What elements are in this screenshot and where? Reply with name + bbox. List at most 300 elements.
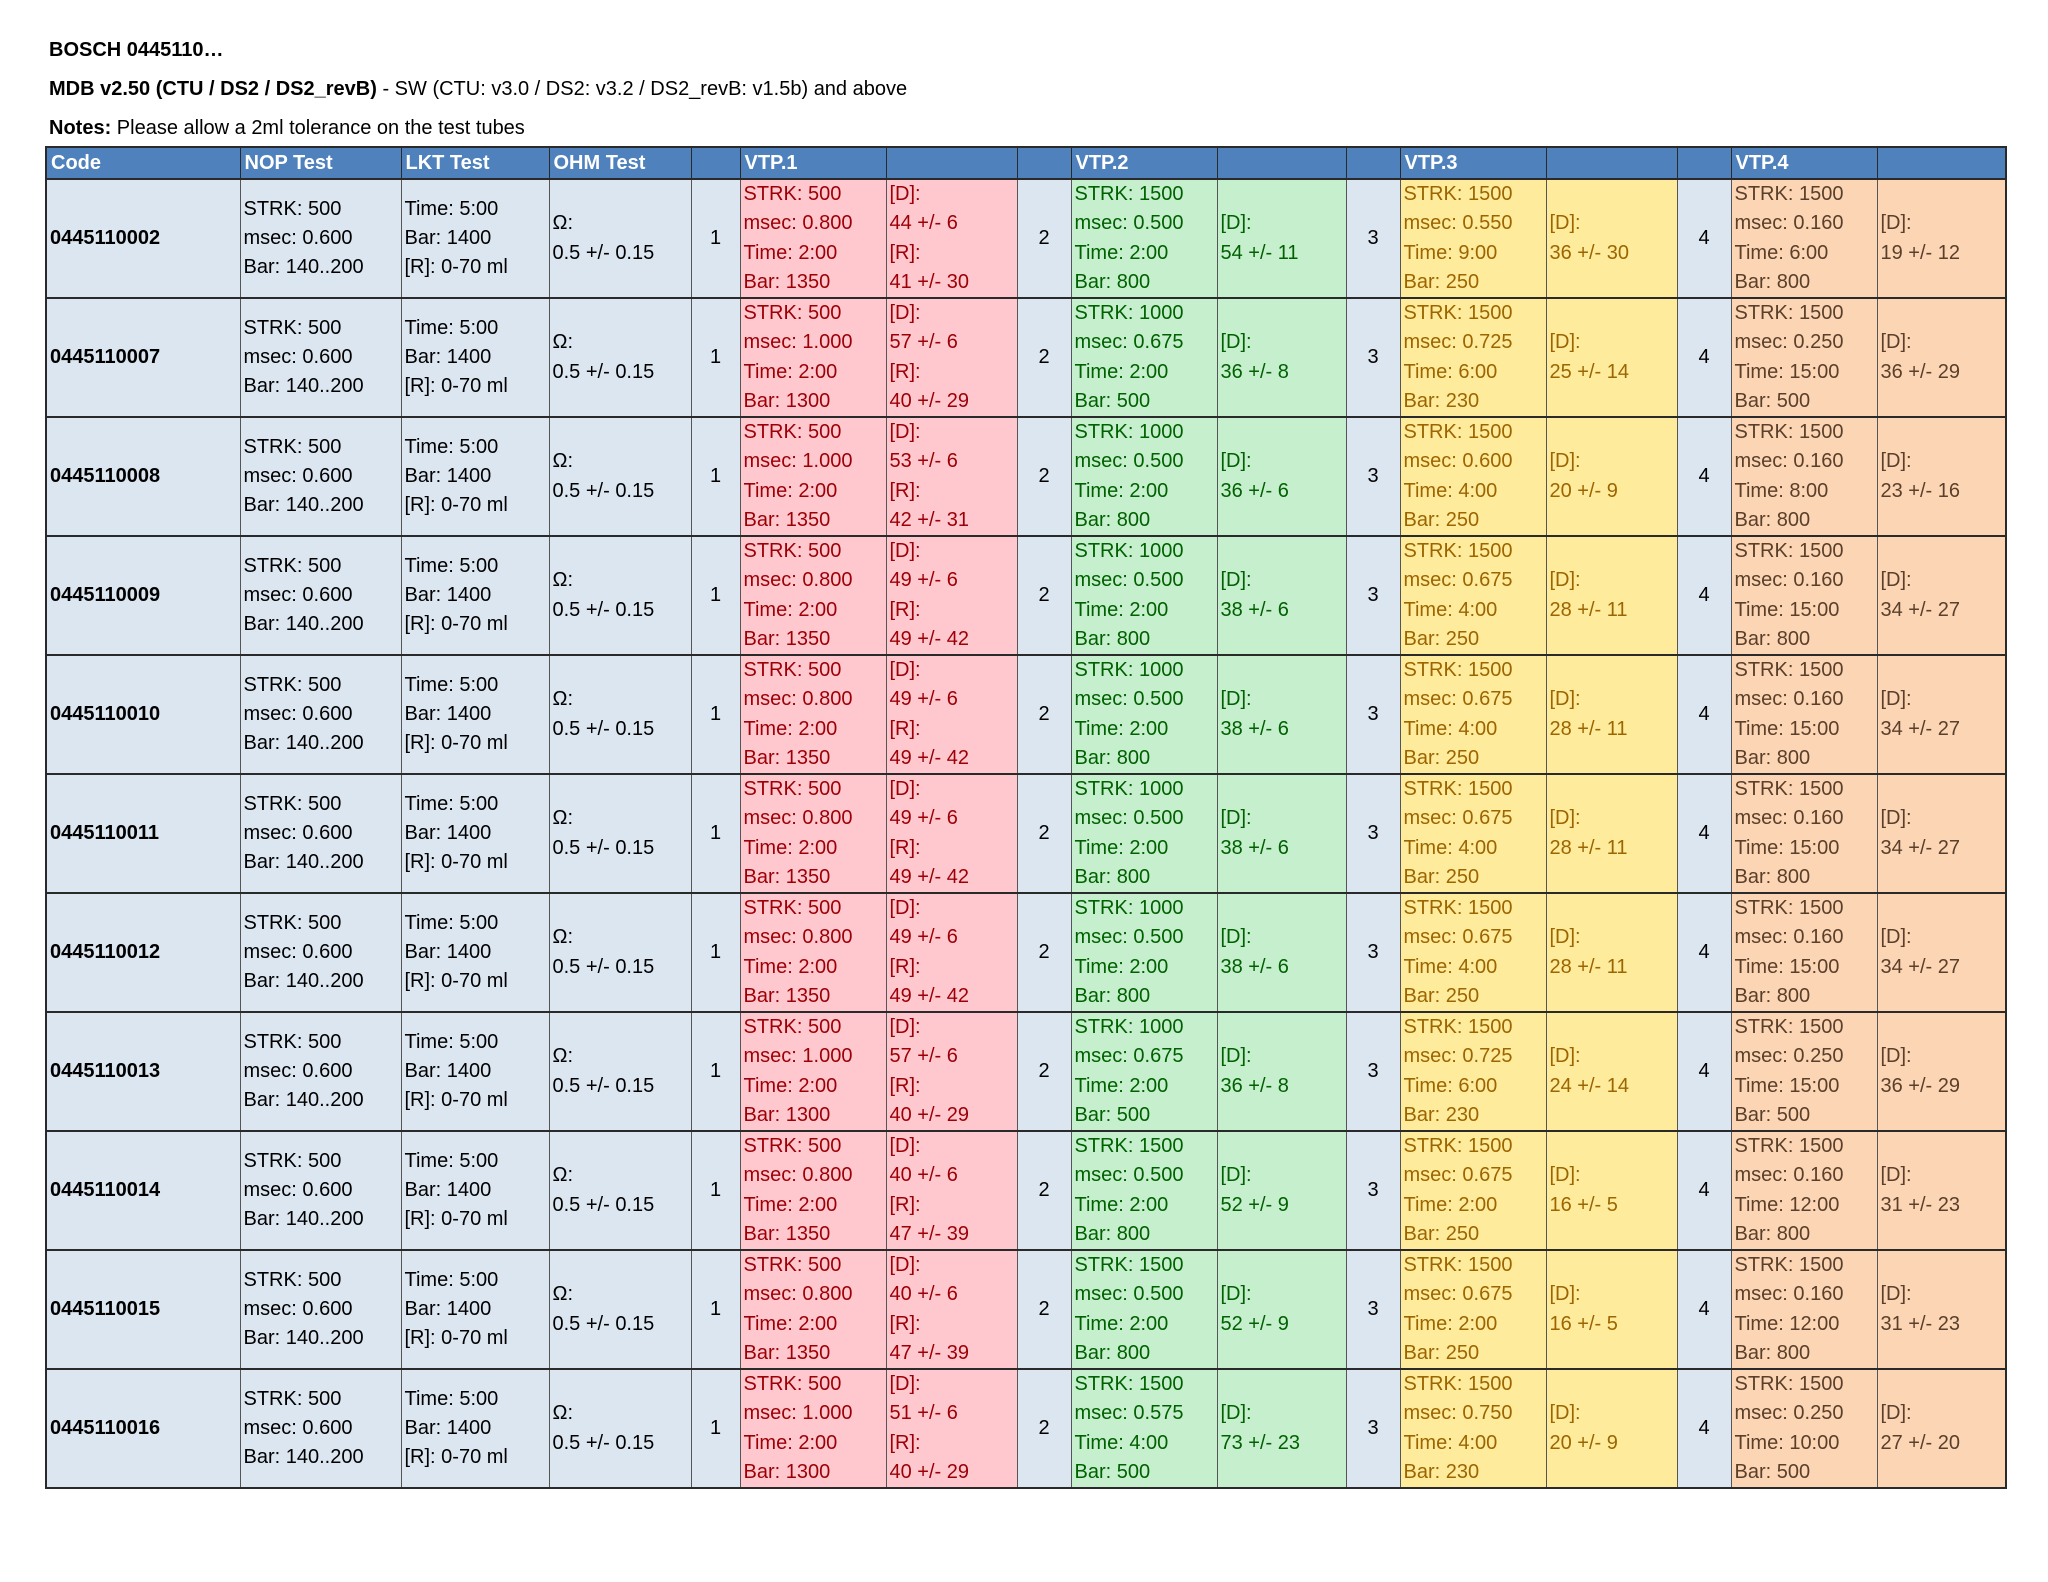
vtp1-results-line: 49 +/- 42: [889, 984, 970, 1007]
vtp4-settings: [1731, 1131, 1877, 1250]
vtp2-results-line: [D]:: [1220, 926, 1252, 949]
nop-cell-line: Bar: 140..200: [243, 375, 364, 398]
vtp3-settings-line: STRK: 1500: [1403, 302, 1513, 324]
version-bold: MDB v2.50 (CTU / DS2 / DS2_revB): [49, 78, 377, 100]
vtp2-settings-line: Time: 2:00: [1074, 479, 1169, 502]
vtp1-settings: [740, 893, 886, 1012]
vtp1-results-line: 47 +/- 39: [889, 1341, 970, 1364]
vtp3-settings-line: Time: 4:00: [1403, 836, 1498, 859]
vtp3-results-line: 28 +/- 11: [1549, 717, 1628, 740]
nop-cell-line: Bar: 140..200: [243, 1446, 364, 1469]
ohm-cell-line: 0.5 +/- 0.15: [552, 241, 655, 264]
vtp4-settings-line: Time: 12:00: [1734, 1193, 1840, 1216]
vtp4-settings-line: Time: 12:00: [1734, 1312, 1840, 1335]
vtp2-results-line: [D]:: [1220, 1402, 1252, 1425]
ohm-cell-line: 0.5 +/- 0.15: [552, 717, 655, 740]
table-row: [46, 1250, 2006, 1369]
vtp2-results-line: 73 +/- 23: [1220, 1431, 1301, 1454]
vtp3-settings-line: Bar: 250: [1403, 1222, 1480, 1245]
vtp4-results: [1877, 1369, 2006, 1488]
vtp3-settings-line: msec: 0.675: [1403, 807, 1513, 830]
vtp2-settings-line: STRK: 1000: [1074, 778, 1184, 800]
vtp2-settings: [1071, 774, 1217, 893]
vtp3-number: 3: [1346, 1131, 1400, 1250]
vtp3-results: [1546, 1250, 1677, 1369]
vtp4-settings-line: msec: 0.250: [1734, 331, 1844, 354]
vtp1-results-line: 49 +/- 6: [889, 926, 958, 949]
vtp1-settings-line: msec: 1.000: [743, 450, 853, 473]
vtp1-results: [886, 893, 1017, 1012]
vtp4-settings-line: msec: 0.160: [1734, 807, 1844, 830]
version-rest: - SW (CTU: v3.0 / DS2: v3.2 / DS2_revB: v1.5b) and above: [376, 78, 908, 100]
vtp1-results: [886, 417, 1017, 536]
vtp2-settings-line: Bar: 800: [1074, 1341, 1151, 1364]
vtp4-results-line: 34 +/- 27: [1880, 836, 1961, 859]
vtp1-number: 1: [691, 1250, 740, 1369]
vtp4-settings-line: msec: 0.160: [1734, 688, 1844, 711]
lkt-cell: [401, 1012, 549, 1131]
vtp3-settings-line: STRK: 1500: [1403, 1016, 1513, 1038]
vtp3-settings: [1400, 1131, 1546, 1250]
vtp1-settings: [740, 1369, 886, 1488]
nop-cell-line: STRK: 500: [243, 673, 342, 696]
vtp1-settings: [740, 774, 886, 893]
lkt-cell: [401, 774, 549, 893]
vtp4-results: [1877, 298, 2006, 417]
vtp3-settings-line: Time: 6:00: [1403, 1074, 1498, 1097]
vtp4-settings-line: Bar: 800: [1734, 508, 1811, 531]
lkt-cell: [401, 536, 549, 655]
vtp2-results-line: [D]:: [1220, 569, 1252, 592]
vtp2-settings-line: msec: 0.500: [1074, 1283, 1184, 1306]
vtp4-results: [1877, 774, 2006, 893]
vtp2-results-line: [D]:: [1220, 1164, 1252, 1187]
nop-cell-line: STRK: 500: [243, 197, 342, 220]
vtp3-results-line: 36 +/- 30: [1549, 241, 1630, 264]
vtp4-settings-line: msec: 0.250: [1734, 1402, 1844, 1425]
vtp4-number: 4: [1677, 1131, 1731, 1250]
code-cell: 0445110013: [46, 1012, 240, 1131]
vtp4-settings: [1731, 893, 1877, 1012]
vtp2-results: [1217, 417, 1346, 536]
vtp4-settings-line: STRK: 1500: [1734, 1135, 1844, 1157]
table-row: [46, 179, 2006, 298]
nop-cell-line: Bar: 140..200: [243, 851, 364, 874]
vtp2-settings-line: STRK: 1500: [1074, 183, 1184, 205]
vtp4-settings: [1731, 655, 1877, 774]
vtp4-settings: [1731, 1369, 1877, 1488]
vtp1-results-line: 53 +/- 6: [889, 450, 958, 473]
vtp3-settings-line: STRK: 1500: [1403, 1135, 1513, 1157]
nop-cell-line: msec: 0.600: [243, 583, 353, 606]
vtp3-settings: [1400, 298, 1546, 417]
vtp3-settings-line: msec: 0.675: [1403, 926, 1513, 949]
vtp4-results-line: 27 +/- 20: [1880, 1431, 1961, 1454]
vtp2-number: 2: [1017, 298, 1071, 417]
vtp1-settings: [740, 655, 886, 774]
vtp1-settings-line: STRK: 500: [743, 1016, 842, 1038]
ohm-cell: [549, 536, 691, 655]
vtp1-results-line: [D]:: [889, 1135, 921, 1157]
vtp4-settings-line: STRK: 1500: [1734, 302, 1844, 324]
lkt-cell-line: Bar: 1400: [404, 226, 492, 249]
column-header: LKT Test: [401, 147, 549, 179]
notes-line: [49, 116, 525, 140]
vtp4-number: 4: [1677, 179, 1731, 298]
lkt-cell-line: Bar: 1400: [404, 345, 492, 368]
table-row: [46, 655, 2006, 774]
vtp2-settings-line: STRK: 1000: [1074, 897, 1184, 919]
vtp4-results-line: [D]:: [1880, 1045, 1912, 1068]
vtp1-number: 1: [691, 417, 740, 536]
vtp3-settings: [1400, 655, 1546, 774]
vtp4-number: 4: [1677, 1369, 1731, 1488]
vtp1-results-line: [D]:: [889, 421, 921, 443]
vtp1-results-line: [D]:: [889, 540, 921, 562]
vtp4-results-line: 36 +/- 29: [1880, 1074, 1961, 1097]
vtp3-results-line: 20 +/- 9: [1549, 1431, 1618, 1454]
vtp4-results-line: 34 +/- 27: [1880, 955, 1961, 978]
vtp2-settings-line: STRK: 1000: [1074, 1016, 1184, 1038]
test-plan-table: [45, 146, 2007, 1489]
vtp1-settings-line: STRK: 500: [743, 302, 842, 324]
vtp1-settings: [740, 1012, 886, 1131]
vtp1-results-line: [R]:: [889, 598, 921, 621]
vtp4-results: [1877, 1012, 2006, 1131]
vtp3-settings: [1400, 1250, 1546, 1369]
vtp1-results-line: 40 +/- 29: [889, 1460, 970, 1483]
vtp1-number: 1: [691, 536, 740, 655]
vtp3-settings-line: msec: 0.675: [1403, 688, 1513, 711]
vtp1-settings-line: msec: 0.800: [743, 1283, 853, 1306]
vtp2-settings-line: STRK: 1500: [1074, 1254, 1184, 1276]
nop-cell-line: msec: 0.600: [243, 1297, 353, 1320]
ohm-cell-line: 0.5 +/- 0.15: [552, 1074, 655, 1097]
vtp1-settings-line: STRK: 500: [743, 1135, 842, 1157]
nop-cell: [240, 1012, 401, 1131]
vtp1-number: 1: [691, 774, 740, 893]
code-cell: 0445110009: [46, 536, 240, 655]
vtp4-number: 4: [1677, 1012, 1731, 1131]
vtp1-settings-line: STRK: 500: [743, 421, 842, 443]
vtp2-results: [1217, 1250, 1346, 1369]
notes-label: Notes:: [49, 117, 112, 139]
vtp3-results-line: [D]:: [1549, 1045, 1581, 1068]
vtp1-settings-line: Bar: 1350: [743, 984, 831, 1007]
column-header: VTP.1: [740, 147, 886, 179]
vtp1-settings-line: msec: 1.000: [743, 1402, 853, 1425]
vtp3-settings-line: Time: 4:00: [1403, 955, 1498, 978]
vtp4-settings-line: Bar: 800: [1734, 1341, 1811, 1364]
vtp3-number: 3: [1346, 1369, 1400, 1488]
vtp2-settings: [1071, 1250, 1217, 1369]
vtp3-number: 3: [1346, 1250, 1400, 1369]
vtp1-number: 1: [691, 893, 740, 1012]
ohm-cell-line: Ω:: [552, 1045, 574, 1068]
vtp4-number: 4: [1677, 893, 1731, 1012]
lkt-cell-line: [R]: 0-70 ml: [404, 1089, 508, 1112]
nop-cell-line: msec: 0.600: [243, 702, 353, 725]
vtp3-settings-line: STRK: 1500: [1403, 1373, 1513, 1395]
vtp4-settings-line: Time: 15:00: [1734, 598, 1840, 621]
lkt-cell-line: [R]: 0-70 ml: [404, 1327, 508, 1350]
vtp4-results: [1877, 1250, 2006, 1369]
vtp1-results-line: [R]:: [889, 1193, 921, 1216]
table-row: [46, 893, 2006, 1012]
vtp4-number: 4: [1677, 1250, 1731, 1369]
vtp1-settings-line: msec: 0.800: [743, 807, 853, 830]
vtp3-results-line: [D]:: [1549, 807, 1581, 830]
nop-cell-line: msec: 0.600: [243, 821, 353, 844]
vtp4-settings-line: Time: 6:00: [1734, 241, 1829, 264]
nop-cell-line: Bar: 140..200: [243, 1208, 364, 1231]
vtp1-results-line: 42 +/- 31: [889, 508, 970, 531]
nop-cell: [240, 1131, 401, 1250]
vtp2-results: [1217, 1131, 1346, 1250]
vtp2-results: [1217, 774, 1346, 893]
vtp3-number: 3: [1346, 893, 1400, 1012]
lkt-cell-line: Bar: 1400: [404, 464, 492, 487]
ohm-cell-line: Ω:: [552, 1164, 574, 1187]
vtp3-results-line: [D]:: [1549, 212, 1581, 235]
vtp4-settings: [1731, 298, 1877, 417]
lkt-cell-line: Bar: 1400: [404, 1297, 492, 1320]
vtp4-settings-line: Bar: 800: [1734, 1222, 1811, 1245]
nop-cell: [240, 1369, 401, 1488]
vtp1-settings-line: STRK: 500: [743, 1373, 842, 1395]
nop-cell-line: msec: 0.600: [243, 464, 353, 487]
code-cell: 0445110002: [46, 179, 240, 298]
vtp4-results-line: 23 +/- 16: [1880, 479, 1961, 502]
vtp2-settings: [1071, 298, 1217, 417]
vtp2-number: 2: [1017, 179, 1071, 298]
vtp1-results-line: 51 +/- 6: [889, 1402, 958, 1425]
ohm-cell: [549, 893, 691, 1012]
table-row: [46, 298, 2006, 417]
vtp4-results-line: 31 +/- 23: [1880, 1193, 1961, 1216]
vtp3-settings-line: msec: 0.600: [1403, 450, 1513, 473]
vtp1-settings-line: Time: 2:00: [743, 598, 838, 621]
vtp1-settings-line: Bar: 1350: [743, 270, 831, 293]
vtp2-settings-line: STRK: 1500: [1074, 1373, 1184, 1395]
vtp2-settings-line: Bar: 500: [1074, 1103, 1151, 1126]
ohm-cell: [549, 1369, 691, 1488]
vtp4-results-line: [D]:: [1880, 688, 1912, 711]
vtp1-settings-line: msec: 1.000: [743, 1045, 853, 1068]
ohm-cell-line: Ω:: [552, 212, 574, 235]
vtp2-number: 2: [1017, 417, 1071, 536]
lkt-cell-line: Time: 5:00: [404, 197, 499, 220]
vtp3-settings-line: Time: 6:00: [1403, 360, 1498, 383]
ohm-cell-line: Ω:: [552, 807, 574, 830]
vtp3-settings-line: msec: 0.725: [1403, 331, 1513, 354]
vtp2-settings-line: msec: 0.575: [1074, 1402, 1184, 1425]
vtp2-number: 2: [1017, 774, 1071, 893]
vtp3-settings-line: STRK: 1500: [1403, 778, 1513, 800]
vtp1-results-line: [R]:: [889, 360, 921, 383]
vtp1-settings-line: msec: 1.000: [743, 331, 853, 354]
vtp1-settings-line: msec: 0.800: [743, 212, 853, 235]
vtp3-results-line: 16 +/- 5: [1549, 1193, 1618, 1216]
vtp2-number: 2: [1017, 1250, 1071, 1369]
table-row: [46, 536, 2006, 655]
vtp1-results-line: 40 +/- 6: [889, 1164, 958, 1187]
vtp4-settings-line: msec: 0.160: [1734, 1164, 1844, 1187]
vtp2-results-line: 38 +/- 6: [1220, 598, 1289, 621]
vtp2-results-line: 52 +/- 9: [1220, 1193, 1289, 1216]
vtp1-results-line: [D]:: [889, 897, 921, 919]
vtp1-results-line: 47 +/- 39: [889, 1222, 970, 1245]
vtp2-settings: [1071, 536, 1217, 655]
code-cell: 0445110010: [46, 655, 240, 774]
vtp1-settings-line: Bar: 1350: [743, 627, 831, 650]
column-header: VTP.2: [1071, 147, 1217, 179]
nop-cell-line: msec: 0.600: [243, 226, 353, 249]
vtp1-results-line: 49 +/- 6: [889, 688, 958, 711]
vtp2-results-line: 38 +/- 6: [1220, 955, 1289, 978]
vtp1-settings-line: Time: 2:00: [743, 360, 838, 383]
vtp4-settings-line: Bar: 500: [1734, 1103, 1811, 1126]
vtp3-settings-line: STRK: 1500: [1403, 183, 1513, 205]
nop-cell-line: STRK: 500: [243, 316, 342, 339]
vtp1-number: 1: [691, 298, 740, 417]
nop-cell-line: STRK: 500: [243, 1149, 342, 1172]
vtp2-settings-line: STRK: 1000: [1074, 540, 1184, 562]
vtp2-settings-line: Time: 2:00: [1074, 598, 1169, 621]
vtp4-settings-line: Bar: 800: [1734, 984, 1811, 1007]
lkt-cell-line: Time: 5:00: [404, 792, 499, 815]
vtp3-settings-line: Bar: 250: [1403, 627, 1480, 650]
vtp1-number: 1: [691, 1012, 740, 1131]
lkt-cell: [401, 893, 549, 1012]
vtp3-results: [1546, 655, 1677, 774]
vtp4-settings-line: msec: 0.160: [1734, 569, 1844, 592]
vtp3-settings-line: Time: 4:00: [1403, 479, 1498, 502]
code-cell: 0445110007: [46, 298, 240, 417]
vtp4-settings: [1731, 1012, 1877, 1131]
vtp3-settings-line: STRK: 1500: [1403, 540, 1513, 562]
vtp2-results-line: [D]:: [1220, 450, 1252, 473]
vtp2-results-line: 38 +/- 6: [1220, 717, 1289, 740]
vtp1-results-line: [D]:: [889, 302, 921, 324]
vtp2-number: 2: [1017, 1131, 1071, 1250]
ohm-cell-line: 0.5 +/- 0.15: [552, 360, 655, 383]
code-cell: 0445110008: [46, 417, 240, 536]
vtp2-settings: [1071, 417, 1217, 536]
lkt-cell-line: Bar: 1400: [404, 821, 492, 844]
column-header: VTP.3: [1400, 147, 1546, 179]
lkt-cell-line: Time: 5:00: [404, 1030, 499, 1053]
vtp3-results: [1546, 536, 1677, 655]
vtp3-results-line: [D]:: [1549, 569, 1581, 592]
vtp4-settings-line: msec: 0.160: [1734, 212, 1844, 235]
vtp1-results-line: [R]:: [889, 1312, 921, 1335]
vtp2-results-line: 36 +/- 8: [1220, 1074, 1289, 1097]
vtp3-results-line: [D]:: [1549, 450, 1581, 473]
vtp1-settings-line: STRK: 500: [743, 778, 842, 800]
code-cell: 0445110012: [46, 893, 240, 1012]
vtp1-settings-line: Bar: 1350: [743, 1222, 831, 1245]
ohm-cell: [549, 1012, 691, 1131]
vtp3-results: [1546, 1131, 1677, 1250]
vtp2-settings-line: Bar: 500: [1074, 1460, 1151, 1483]
vtp3-settings: [1400, 179, 1546, 298]
vtp2-number: 2: [1017, 1369, 1071, 1488]
vtp3-settings: [1400, 893, 1546, 1012]
vtp4-results: [1877, 655, 2006, 774]
vtp2-settings: [1071, 1369, 1217, 1488]
vtp2-number: 2: [1017, 655, 1071, 774]
vtp1-settings-line: msec: 0.800: [743, 1164, 853, 1187]
nop-cell-line: Bar: 140..200: [243, 256, 364, 279]
nop-cell: [240, 536, 401, 655]
vtp1-results: [886, 1012, 1017, 1131]
ohm-cell-line: Ω:: [552, 1283, 574, 1306]
vtp1-number: 1: [691, 179, 740, 298]
vtp4-settings-line: msec: 0.160: [1734, 926, 1844, 949]
vtp3-settings-line: Bar: 250: [1403, 1341, 1480, 1364]
vtp3-settings-line: msec: 0.675: [1403, 1164, 1513, 1187]
vtp3-results-line: [D]:: [1549, 688, 1581, 711]
vtp1-settings-line: Time: 2:00: [743, 1312, 838, 1335]
nop-cell: [240, 774, 401, 893]
vtp1-results-line: 49 +/- 6: [889, 569, 958, 592]
lkt-cell: [401, 1131, 549, 1250]
column-header: OHM Test: [549, 147, 691, 179]
nop-cell-line: STRK: 500: [243, 1268, 342, 1291]
vtp2-number: 2: [1017, 536, 1071, 655]
vtp4-settings-line: Time: 8:00: [1734, 479, 1829, 502]
vtp3-settings-line: Time: 4:00: [1403, 598, 1498, 621]
table-row: [46, 774, 2006, 893]
nop-cell: [240, 655, 401, 774]
vtp2-settings-line: msec: 0.675: [1074, 1045, 1184, 1068]
vtp2-settings-line: Time: 4:00: [1074, 1431, 1169, 1454]
vtp2-results-line: 36 +/- 8: [1220, 360, 1289, 383]
lkt-cell-line: [R]: 0-70 ml: [404, 375, 508, 398]
vtp2-results-line: [D]:: [1220, 1045, 1252, 1068]
column-header: VTP.4: [1731, 147, 1877, 179]
vtp4-results-line: [D]:: [1880, 450, 1912, 473]
vtp4-settings-line: STRK: 1500: [1734, 183, 1844, 205]
vtp1-settings-line: Time: 2:00: [743, 1431, 838, 1454]
vtp4-settings-line: msec: 0.250: [1734, 1045, 1844, 1068]
vtp1-results: [886, 655, 1017, 774]
vtp1-settings: [740, 298, 886, 417]
lkt-cell-line: [R]: 0-70 ml: [404, 613, 508, 636]
lkt-cell-line: [R]: 0-70 ml: [404, 851, 508, 874]
vtp2-results: [1217, 536, 1346, 655]
vtp4-settings: [1731, 417, 1877, 536]
vtp4-settings-line: Bar: 800: [1734, 270, 1811, 293]
vtp1-results-line: 49 +/- 6: [889, 807, 958, 830]
table-row: [46, 1131, 2006, 1250]
vtp3-settings: [1400, 1012, 1546, 1131]
vtp1-settings-line: STRK: 500: [743, 183, 842, 205]
vtp2-settings-line: msec: 0.500: [1074, 569, 1184, 592]
ohm-cell-line: Ω:: [552, 450, 574, 473]
nop-cell-line: Bar: 140..200: [243, 494, 364, 517]
vtp2-settings: [1071, 179, 1217, 298]
nop-cell-line: Bar: 140..200: [243, 613, 364, 636]
lkt-cell-line: Bar: 1400: [404, 1416, 492, 1439]
vtp1-settings-line: msec: 0.800: [743, 688, 853, 711]
vtp1-settings-line: Bar: 1350: [743, 865, 831, 888]
ohm-cell-line: 0.5 +/- 0.15: [552, 1431, 655, 1454]
nop-cell-line: STRK: 500: [243, 1387, 342, 1410]
table-row: [46, 1369, 2006, 1488]
vtp4-settings: [1731, 1250, 1877, 1369]
